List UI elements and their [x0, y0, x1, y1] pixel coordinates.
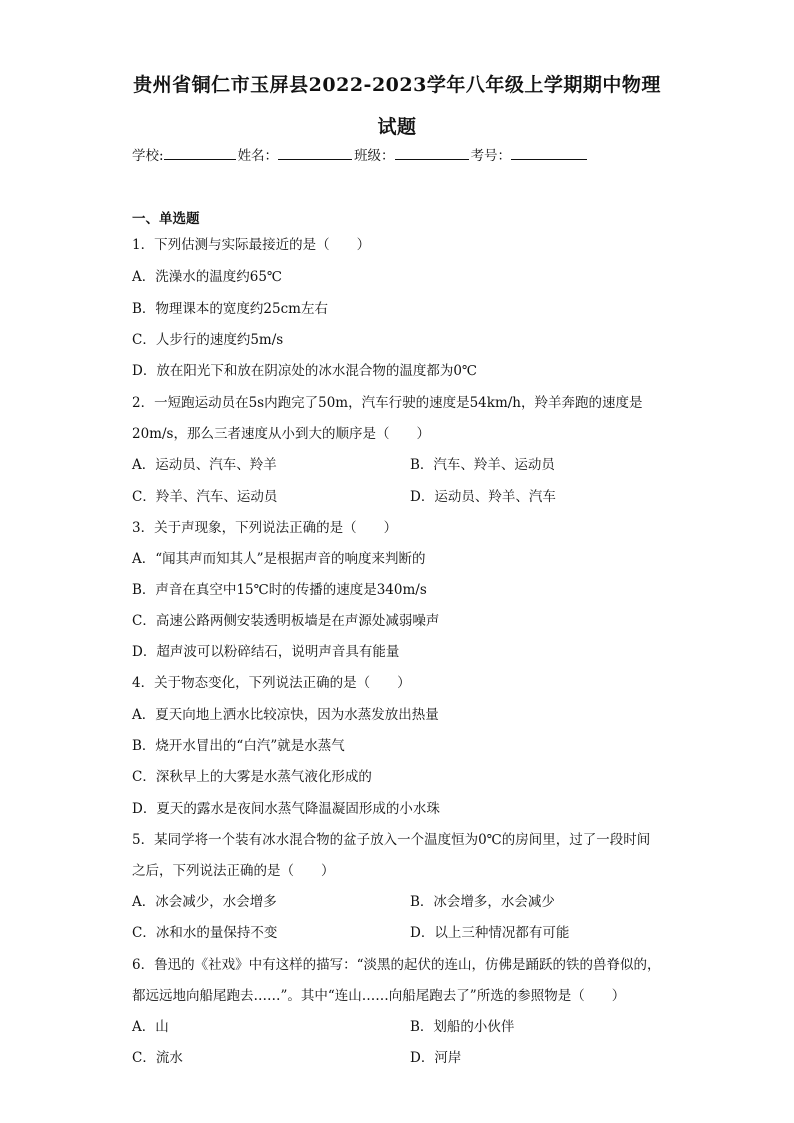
q6-option-d: D．河岸	[410, 1050, 462, 1066]
q6-stem-line1: 6．鲁迅的《社戏》中有这样的描写：“淡黑的起伏的连山，仿佛是踊跃的铁的兽脊似的，	[132, 957, 661, 973]
q3-option-b: B．声音在真空中15℃时的传播的速度是340m/s	[132, 582, 427, 598]
q1-option-d: D．放在阳光下和放在阴凉处的冰水混合物的温度都为0℃	[132, 363, 478, 379]
q1-option-b: B．物理课本的宽度约25cm左右	[132, 301, 328, 317]
q1-option-c: C．人步行的速度约5m/s	[132, 332, 284, 348]
q6-stem-line2: 都远远地向船尾跑去……”。其中“连山……向船尾跑去了”所选的参照物是（ ）	[132, 988, 626, 1004]
name-label: 姓名：	[237, 148, 279, 164]
q2-option-d: D．运动员、羚羊、汽车	[410, 489, 556, 505]
q2-option-b: B．汽车、羚羊、运动员	[410, 457, 555, 473]
name-blank	[278, 145, 352, 160]
exam-title-line2: 试题	[377, 116, 417, 138]
number-label: 考号：	[470, 148, 512, 164]
q1-stem: 1．下列估测与实际最接近的是（ ）	[132, 237, 371, 253]
q3-option-a: A．“闻其声而知其人”是根据声音的响度来判断的	[132, 551, 426, 567]
q2-stem-line2: 20m/s，那么三者速度从小到大的顺序是（ ）	[132, 426, 430, 442]
q2-option-a: A．运动员、汽车、羚羊	[132, 457, 277, 473]
school-blank	[164, 145, 236, 160]
q3-option-c: C．高速公路两侧安装透明板墙是在声源处减弱噪声	[132, 613, 440, 629]
q4-option-c: C．深秋早上的大雾是水蒸气液化形成的	[132, 769, 372, 785]
q5-option-d: D．以上三种情况都有可能	[410, 925, 570, 941]
q5-stem-line2: 之后，下列说法正确的是（ ）	[132, 863, 335, 879]
school-label: 学校:	[132, 148, 164, 164]
q5-option-c: C．冰和水的量保持不变	[132, 925, 278, 941]
class-label: 班级：	[354, 148, 395, 164]
q4-stem: 4．关于物态变化，下列说法正确的是（ ）	[132, 675, 411, 691]
q6-option-c: C．流水	[132, 1050, 183, 1066]
q4-option-d: D．夏天的露水是夜间水蒸气降温凝固形成的小水珠	[132, 801, 440, 817]
q6-option-b: B．划船的小伙伴	[410, 1019, 515, 1035]
q2-stem-line1: 2．一短跑运动员在5s内跑完了50m，汽车行驶的速度是54km/h，羚羊奔跑的速度是	[132, 395, 643, 411]
q5-option-b: B．冰会增多，水会减少	[410, 894, 555, 910]
number-blank	[511, 145, 587, 160]
q3-option-d: D．超声波可以粉碎结石，说明声音具有能量	[132, 644, 400, 660]
q3-stem: 3．关于声现象，下列说法正确的是（ ）	[132, 520, 398, 536]
q5-option-a: A．冰会减少，水会增多	[132, 894, 277, 910]
section-title: 一、单选题	[132, 211, 200, 227]
q2-option-c: C．羚羊、汽车、运动员	[132, 489, 278, 505]
student-info-line	[132, 144, 672, 164]
q5-stem-line1: 5．某同学将一个装有冰水混合物的盆子放入一个温度恒为0℃的房间里，过了一段时间	[132, 832, 651, 848]
q6-option-a: A．山	[132, 1019, 169, 1035]
q1-option-a: A．洗澡水的温度约65℃	[132, 269, 283, 285]
q4-option-a: A．夏天向地上洒水比较凉快，因为水蒸发放出热量	[132, 707, 439, 723]
q4-option-b: B．烧开水冒出的“白汽”就是水蒸气	[132, 738, 345, 754]
exam-title-line1: 贵州省铜仁市玉屏县2022-2023学年八年级上学期期中物理	[133, 74, 661, 96]
class-blank	[395, 145, 469, 160]
